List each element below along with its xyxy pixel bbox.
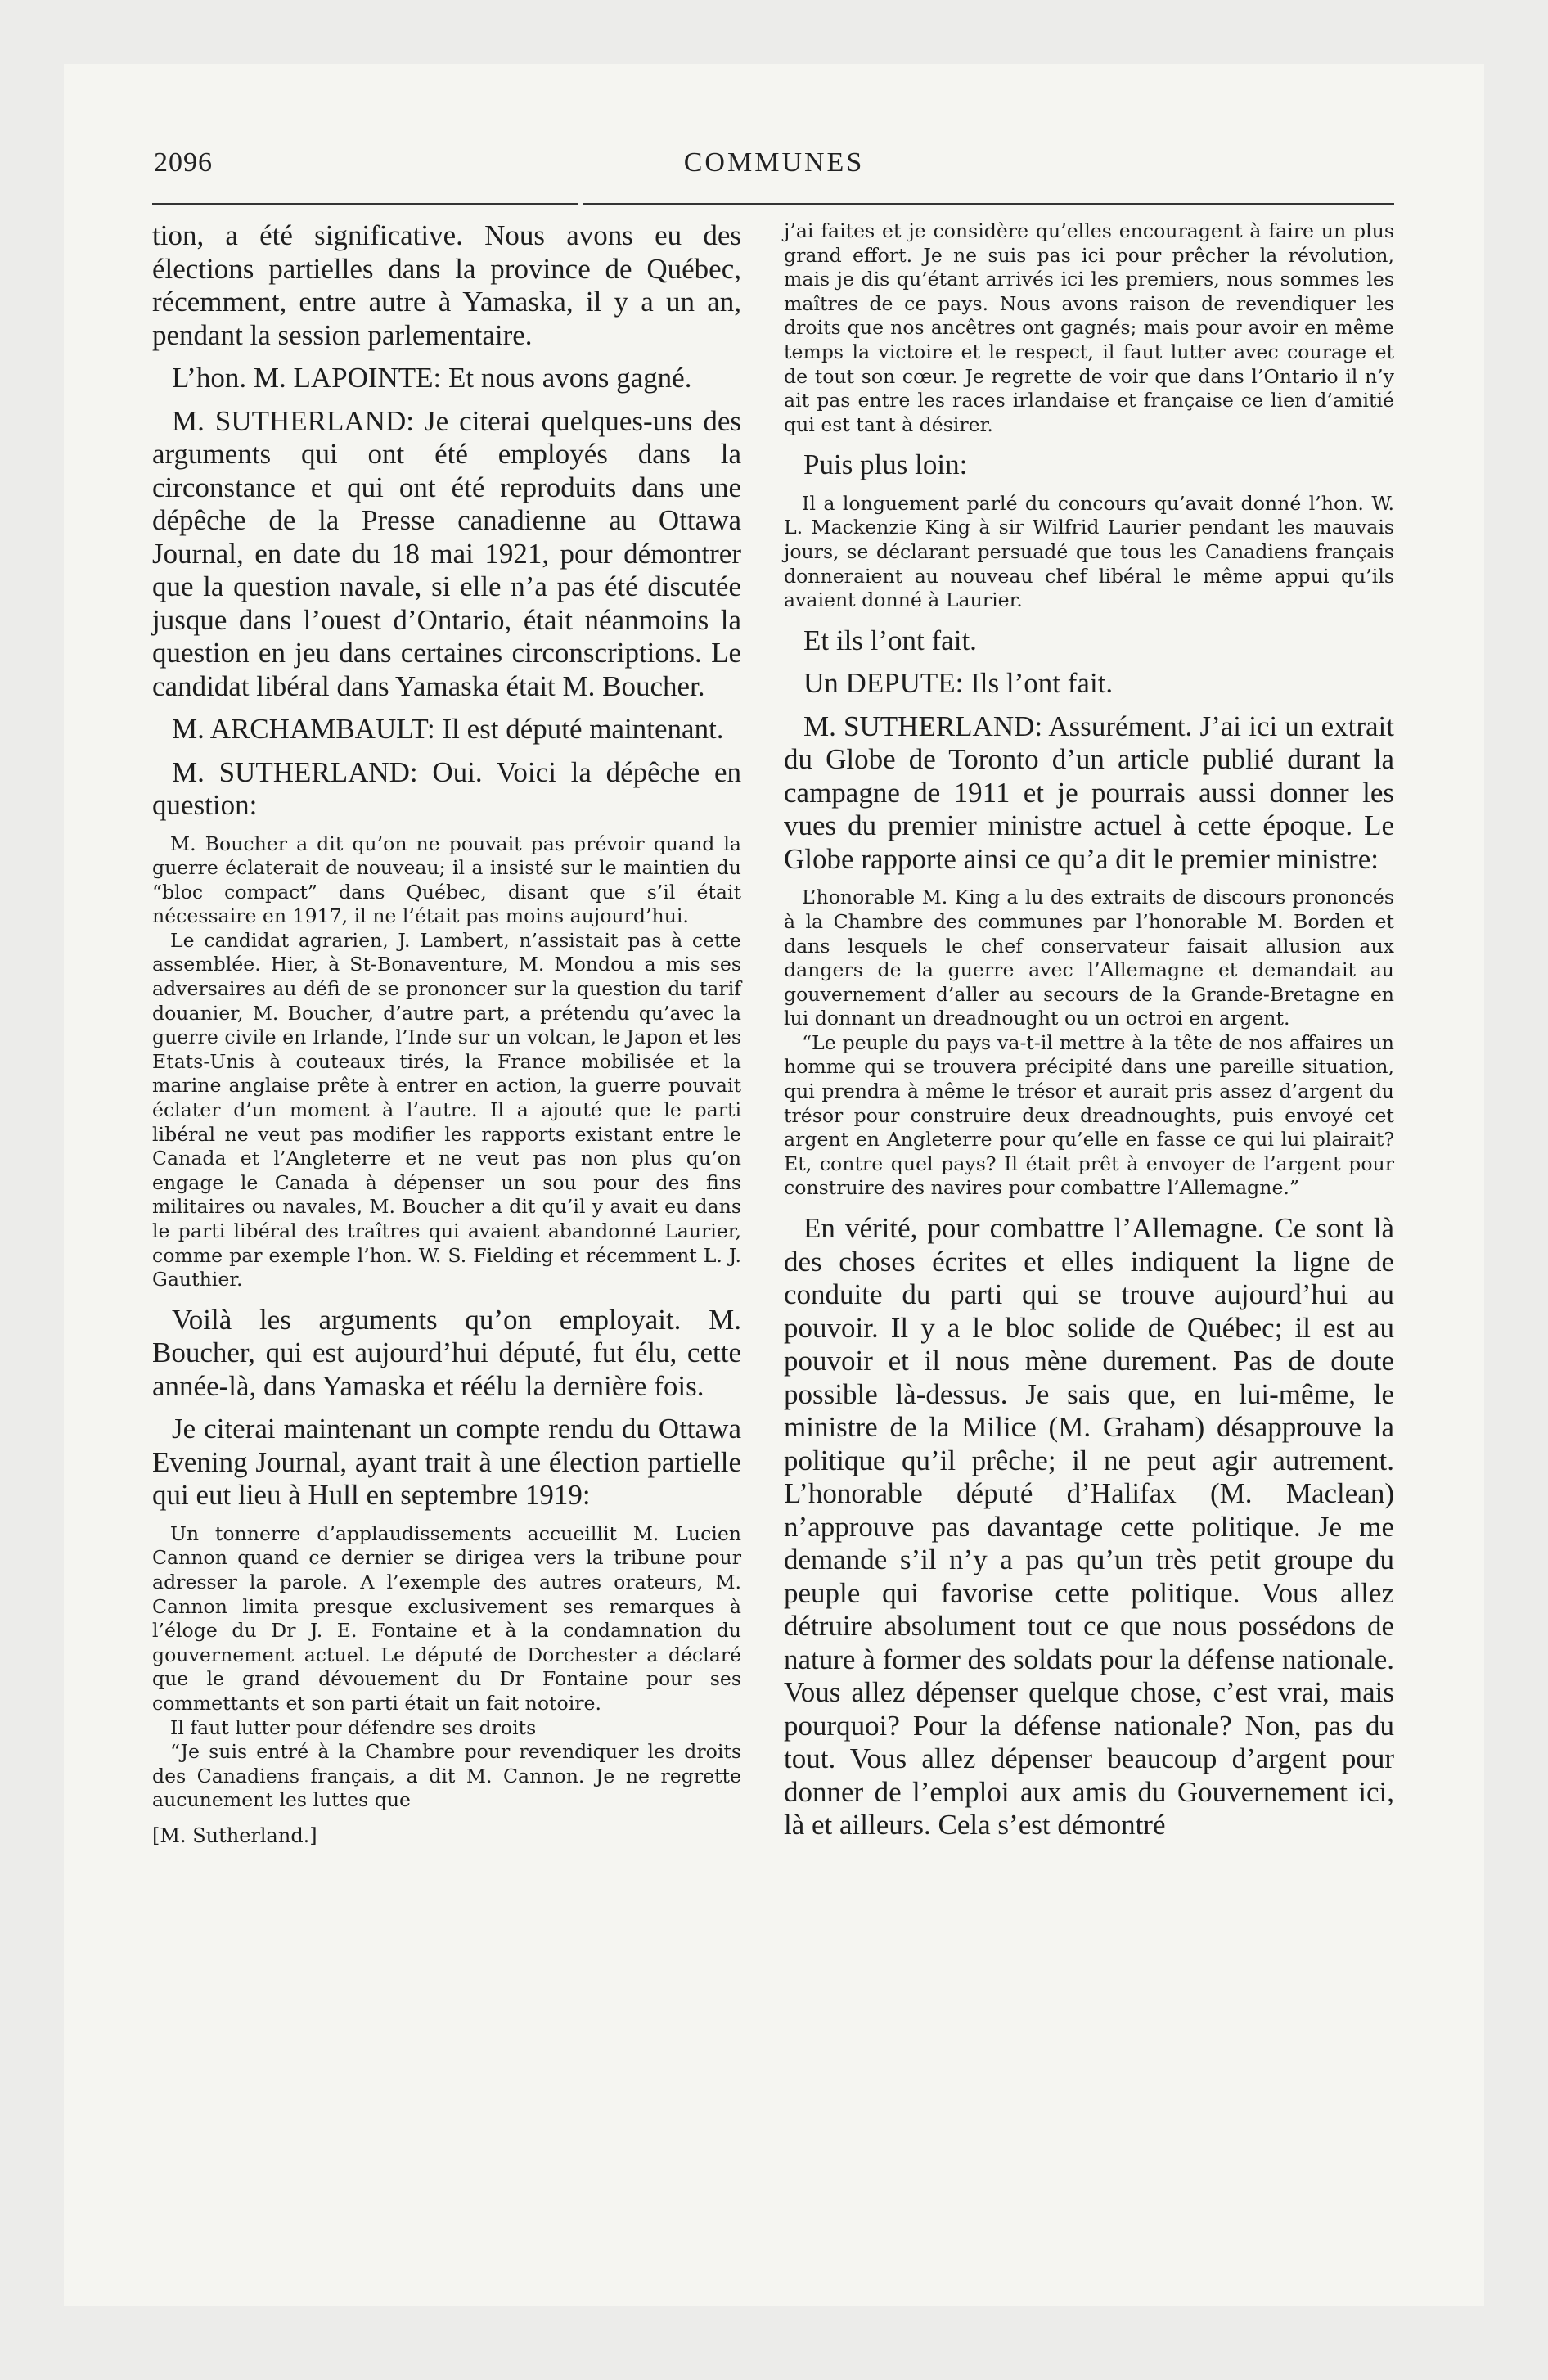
paragraph: tion, a été significative. Nous avons eu des élections partielles dans la province de Québec, récemment, entre autre à Yamaska, il y a un an, pendant la session parlementaire. xyxy=(152,219,741,351)
paragraph: Voilà les arguments qu’on employait. M. Boucher, qui est aujourd’hui député, fut élu, cette année-là, dans Yamaska et réélu la dernière fois. xyxy=(152,1303,741,1402)
left-column xyxy=(152,219,741,1847)
paragraph: Un DEPUTE: Ils l’ont fait. xyxy=(803,667,1114,700)
paragraph: M. SUTHERLAND: Assurément. J’ai ici un extrait du Globe de Toronto d’un article publié durant la campagne de 1911 et je pourrais aussi donner les vues du premier ministre actuel à cette époque. Le Globe rapporte ainsi ce qu’a dit le premier ministre: xyxy=(784,710,1394,875)
paragraph: Puis plus loin: xyxy=(803,449,968,481)
paragraph: M. SUTHERLAND: Je citerai quelques-uns des arguments qui ont été employés dans la circonstance et qui ont été reproduits dans une dépêche de la Presse canadienne au Ottawa Journal, en date du 18 mai 1921, pour démontrer que la question navale, si elle n’a pas été discutée jusque dans l’ouest d’Ontario, était néanmoins la question en jeu dans certaines circonscriptions. Le candidat libéral dans Yamaska était M. Boucher. xyxy=(152,404,741,702)
quotation-subheading: Il faut lutter pour défendre ses droits xyxy=(170,1715,537,1739)
quotation: “Le peuple du pays va-t-il mettre à la tête de nos affaires un homme qui se trouvera précipité dans une pareille situation, qui prendra à même le trésor et aurait pris assez d’argent du trésor pour construire deux dreadnoughts, puis envoyé cet argent en Angleterre pour qu’elle en fasse ce qui lui plairait? Et, contre quel pays? Il était prêt à envoyer de l’argent pour construire des navires pour combattre l’Allemagne.” xyxy=(784,1030,1394,1200)
paragraph: L’hon. M. LAPOINTE: Et nous avons gagné. xyxy=(172,362,692,394)
speaker-footer: [M. Sutherland.] xyxy=(152,1823,317,1847)
page-number: 2096 xyxy=(154,147,213,178)
right-column xyxy=(784,219,1394,1852)
quotation: Un tonnerre d’applaudissements accueillit M. Lucien Cannon quand ce dernier se dirigea vers la tribune pour adresser la parole. A l’exemple des autres orateurs, M. Cannon limita presque exclusivement ses remarques à l’éloge du Dr J. E. Fontaine et à la condamnation du gouvernement actuel. Le député de Dorchester a déclaré que le grand dévouement du Dr Fontaine pour ses commettants et son parti était un fait notoire. xyxy=(152,1521,741,1715)
quotation: Il a longuement parlé du concours qu’avait donné l’hon. W. L. Mackenzie King à sir Wilfrid Laurier pendant les mauvais jours, se déclarant persuadé que tous les Canadiens français donneraient au nouveau chef libéral le même appui qu’ils avaient donné à Laurier. xyxy=(784,491,1394,612)
quotation: M. Boucher a dit qu’on ne pouvait pas prévoir quand la guerre éclaterait de nouveau; il a insisté sur le maintien du “bloc compact” dans Québec, disant que s’il était nécessaire en 1917, il ne l’était pas moins aujourd’hui. xyxy=(152,832,741,928)
paragraph: Je citerai maintenant un compte rendu du Ottawa Evening Journal, ayant trait à une élection partielle qui eut lieu à Hull en septembre 1919: xyxy=(152,1413,741,1512)
header-rule-left xyxy=(152,203,578,205)
quotation: “Je suis entré à la Chambre pour revendiquer les droits des Canadiens français, a dit M. Cannon. Je ne regrette aucunement les luttes que xyxy=(152,1740,741,1812)
quotation: L’honorable M. King a lu des extraits de discours prononcés à la Chambre des communes par l’honorable M. Borden et dans lesquels le chef conservateur faisait allusion aux dangers de la guerre avec l’Allemagne et demandait au gouvernement d’aller au secours de la Grande-Bretagne en lui donnant un dreadnought ou un octroi en argent. xyxy=(784,886,1394,1030)
paragraph: Et ils l’ont fait. xyxy=(803,624,977,656)
quotation: Le candidat agrarien, J. Lambert, n’assistait pas à cette assemblée. Hier, à St-Bonaventure, M. Mondou a mis ses adversaires au défi de se prononcer sur la question du tarif douanier, M. Boucher, d’autre part, a prétendu qu’avec la guerre civile en Irlande, l’Inde sur un volcan, le Japon et les Etats-Unis à couteaux tirés, la France mobilisée et la marine anglaise prête à entrer en action, la guerre pouvait éclater d’un moment à l’autre. Il a ajouté que le parti libéral ne veut pas modifier les rapports existant entre le Canada et l’Angleterre et ne veut pas non plus qu’on engage le Canada à dépenser un sou pour des fins militaires ou navales, M. Boucher a dit qu’il y avait eu dans le parti libéral des traîtres qui avaient abandonné Laurier, comme par exemple l’hon. W. S. Fielding et récemment L. J. Gauthier. xyxy=(152,928,741,1291)
running-title: COMMUNES xyxy=(683,147,865,178)
quotation: j’ai faites et je considère qu’elles encouragent à faire un plus grand effort. Je ne suis pas ici pour prêcher la révolution, mais je dis qu’étant arrivés ici les premiers, nous sommes les maîtres de ce pays. Nous avons raison de revendiquer les droits que nos ancêtres ont gagnés; mais pour avoir en même temps la victoire et le respect, il faut lutter avec courage et de tout son cœur. Je regrette de voir que dans l’Ontario il n’y ait pas entre les races irlandaise et française ce lien d’amitié qui est tant à désirer. xyxy=(784,219,1394,436)
paragraph: M. ARCHAMBAULT: Il est député maintenant. xyxy=(172,713,724,745)
paragraph: En vérité, pour combattre l’Allemagne. Ce sont là des choses écrites et elles indiquent la ligne de conduite du parti qui se trouve aujourd’hui au pouvoir. Il y a le bloc solide de Québec; il est au pouvoir et il nous mène durement. Pas de doute possible là-dessus. Je sais que, en lui-même, le ministre de la Milice (M. Graham) désapprouve la politique qu’il prêche; il ne peut agir autrement. L’honorable député d’Halifax (M. Maclean) n’approuve pas davantage cette politique. Je me demande s’il n’y a pas qu’un très petit groupe du peuple qui favorise cette politique. Vous allez détruire absolument tout ce que nous possédons de nature à former des soldats pour la défense nationale. Vous allez dépenser quelque chose, c’est vrai, mais pourquoi? Pour la défense nationale? Non, pas du tout. Vous allez dépenser beaucoup d’argent pour donner de l’emploi aux amis du Gouvernement ici, là et ailleurs. Cela s’est démontré xyxy=(784,1212,1394,1841)
header-rule-right xyxy=(583,203,1394,205)
paragraph: M. SUTHERLAND: Oui. Voici la dépêche en question: xyxy=(152,755,741,821)
running-head xyxy=(0,147,1548,187)
